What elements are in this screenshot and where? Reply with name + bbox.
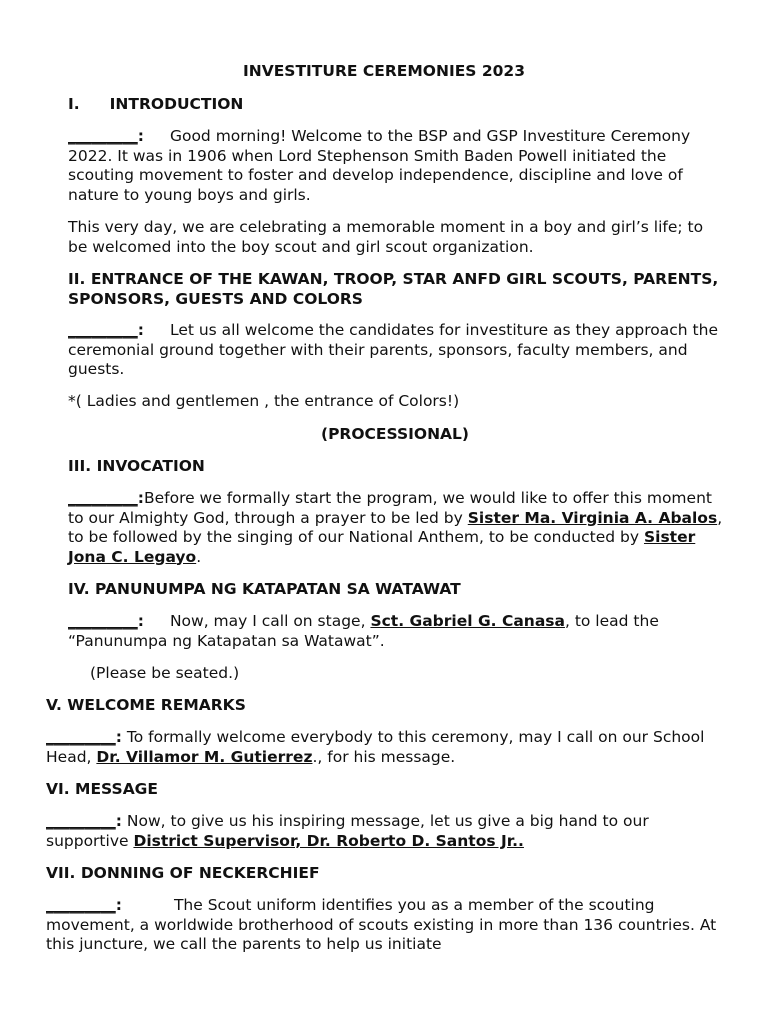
- section-4-text-1: Now, may I call on stage,: [169, 612, 371, 630]
- section-3-heading: III. INVOCATION: [68, 457, 205, 475]
- seated-note: (Please be seated.): [90, 664, 240, 682]
- section-2-heading: II. ENTRANCE OF THE KAWAN, TROOP, STAR ANFD GIRL SCOUTS, PARENTS, SPONSORS, GUESTS AND COLORS: [68, 270, 719, 308]
- section-2-paragraph-2: *( Ladies and gentlemen , the entrance of Colors!): [68, 392, 460, 410]
- section-6-paragraph: _________: Now, to give us his inspiring message, let us give a big hand to our supportive District Supervisor, Dr. Roberto D. Santos Jr..: [46, 812, 649, 850]
- section-1-number: I.: [68, 95, 80, 113]
- pledge-leader-name: Sct. Gabriel G. Canasa: [370, 612, 565, 630]
- speaker-blank: _________: [46, 812, 116, 830]
- section-2-text-1: Let us all welcome the candidates for investiture as they approach the ceremonial ground together with their parents, sponsors, faculty members, and guests.: [68, 321, 718, 378]
- speaker-blank: _________: [68, 127, 138, 145]
- speaker-blank: _________: [68, 612, 138, 630]
- speaker-blank: _________: [46, 896, 116, 914]
- speaker-blank: _________: [46, 728, 116, 746]
- section-4-text-2: , to lead the “Panunumpa ng Katapatan sa Watawat”.: [68, 612, 659, 650]
- section-7-paragraph: _________: The Scout uniform identifies you as a member of the scouting movement, a worldwide brotherhood of scouts existing in more than 136 countries. At this juncture, we call the parents to help us initiate: [46, 896, 717, 953]
- section-3-text-3: .: [196, 547, 202, 566]
- prayer-leader-name: Sister Ma. Virginia A. Abalos: [467, 508, 718, 527]
- section-1-paragraph-1: _________: Good morning! Welcome to the BSP and GSP Investiture Ceremony 2022. It was in 1906 when Lord Stephenson Smith Baden Powell initiated the scouting movement to foster and develop independence, discipline and love of nature to young boys and girls.: [68, 127, 691, 204]
- section-5-text-2: ., for his message.: [312, 747, 456, 766]
- processional-label: (PROCESSIONAL): [320, 425, 470, 443]
- section-1-paragraph-2: This very day, we are celebrating a memorable moment in a boy and girl’s life; to be welcomed into the boy scout and girl scout organization.: [68, 218, 704, 256]
- section-1-heading: [68, 95, 718, 115]
- section-6-heading: VI. MESSAGE: [46, 780, 158, 798]
- section-3-text-2: , to be followed by the singing of our National Anthem, to be conducted by: [68, 508, 723, 546]
- section-6-text-1: Now, to give us his inspiring message, let us give a big hand to our supportive: [46, 812, 649, 850]
- section-5-text-1: To formally welcome everybody to this ceremony, may I call on our School Head,: [46, 728, 705, 766]
- section-3-paragraph: _________:Before we formally start the program, we would like to offer this moment to our Almighty God, through a prayer to be led by Sister Ma. Virginia A. Abalos, to be followed by the singing of our National Anthem, to be conducted by Sister Jona C. Legayo.: [68, 489, 723, 566]
- district-supervisor-name: District Supervisor, Dr. Roberto D. Santos Jr..: [133, 831, 524, 850]
- section-7-heading: VII. DONNING OF NECKERCHIEF: [46, 864, 320, 882]
- section-2-paragraph-1: _________: Let us all welcome the candidates for investiture as they approach the ceremonial ground together with their parents, sponsors, faculty members, and guests.: [68, 321, 718, 378]
- document-title: INVESTITURE CEREMONIES 2023: [242, 62, 526, 80]
- section-7-text-1: The Scout uniform identifies you as a member of the scouting movement, a worldwide brotherhood of scouts existing in more than 136 countries. At this juncture, we call the parents to help us initiate: [46, 896, 717, 953]
- section-4-paragraph: _________: Now, may I call on stage, Sct. Gabriel G. Canasa, to lead the “Panunumpa ng Katapatan sa Watawat”.: [68, 612, 659, 650]
- speaker-blank: _________: [68, 321, 138, 339]
- section-3-text-1: Before we formally start the program, we would like to offer this moment to our Almighty God, through a prayer to be led by: [68, 489, 712, 527]
- anthem-conductor-name: Sister Jona C. Legayo: [68, 528, 696, 566]
- section-5-heading: V. WELCOME REMARKS: [46, 696, 246, 714]
- speaker-blank: _________: [68, 489, 138, 507]
- section-1-text-1: Good morning! Welcome to the BSP and GSP Investiture Ceremony 2022. It was in 1906 when Lord Stephenson Smith Baden Powell initiated the scouting movement to foster and develop independence, discipline and love of nature to young boys and girls.: [68, 127, 691, 204]
- section-1-title: INTRODUCTION: [109, 95, 244, 113]
- section-4-heading: IV. PANUNUMPA NG KATAPATAN SA WATAWAT: [68, 580, 461, 598]
- school-head-name: Dr. Villamor M. Gutierrez: [96, 747, 313, 766]
- section-5-paragraph: _________: To formally welcome everybody to this ceremony, may I call on our School Head, Dr. Villamor M. Gutierrez., for his message.: [46, 728, 705, 766]
